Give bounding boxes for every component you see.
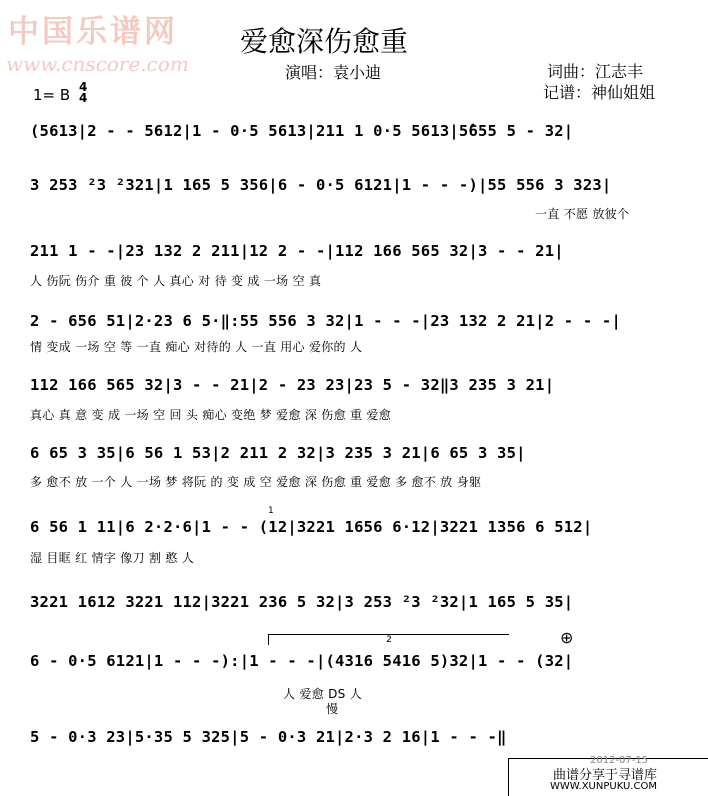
footer-site-url: WWW.XUNPUKU.COM bbox=[550, 781, 657, 792]
lyric-line-4: 情 变成 一场 空 等 一直 痴心 对待的 人 一直 用心 爱你的 人 bbox=[30, 340, 363, 354]
lyric-line-6: 多 愈不 放 一个 人 一场 梦 将阮 的 变 成 空 爱愈 深 伤愈 重 爱愈 多 愈不 放 身躯 bbox=[30, 475, 482, 489]
time-denominator: 4 bbox=[79, 91, 88, 105]
lyric-line-3: 人 伤阮 伤介 重 彼 个 人 真心 对 待 变 成 一场 空 真 bbox=[30, 274, 322, 288]
score-line-5: 112 166 565 32|3 - - 21|2 - 23 23|23 5 - 32‖3 235 3 21| bbox=[30, 376, 555, 394]
footer-date: 2012-07-15 bbox=[590, 755, 649, 766]
score-line-2: 3 253 ²3 ²321|1 165 5 356|6 - 0·5 6121|1 - - -)|55 556 3 323| bbox=[30, 176, 612, 194]
singer: 演唱：袁小迪 bbox=[285, 63, 382, 82]
time-signature bbox=[79, 82, 87, 104]
coda-sign: ⊕ bbox=[560, 628, 574, 647]
score-line-8: 3221 1612 3221 112|3221 236 5 32|3 253 ²3 ²32|1 165 5 35| bbox=[30, 593, 574, 611]
composer: 词曲：江志丰 bbox=[547, 62, 644, 81]
lyric-line-9-tempo: 慢 bbox=[326, 702, 339, 716]
score-line-3: 211 1 - -|23 132 2 211|12 2 - -|112 166 565 32|3 - - 21| bbox=[30, 242, 564, 260]
score-line-6: 6 65 3 35|6 56 1 53|2 211 2 32|3 235 3 21|6 65 3 35| bbox=[30, 444, 526, 462]
score-line-4: 2 - 656 51|2·23 6 5·‖:55 556 3 32|1 - - -|23 132 2 21|2 - - -| bbox=[30, 312, 621, 330]
time-numerator: 4 bbox=[79, 80, 88, 94]
transcriber: 记谱：神仙姐姐 bbox=[543, 83, 656, 102]
volta-bracket bbox=[268, 634, 509, 645]
volta-ending-1: 1 bbox=[268, 506, 274, 516]
volta-ending-2: 2 bbox=[386, 635, 392, 645]
lyric-line-9: 人 爱愈 DS 人 bbox=[283, 687, 363, 701]
song-title: 爱愈深伤愈重 bbox=[240, 25, 409, 58]
score-line-10: 5 - 0·3 23|5·35 5 325|5 - 0·3 21|2·3 2 16|1 - - -‖ bbox=[30, 728, 507, 746]
score-line-7: 6 56 1 11|6 2·2·6|1 - - (12|3221 1656 6·12|3221 1356 6 512| bbox=[30, 518, 593, 536]
score-line-9: 6 - 0·5 6121|1 - - -):|1 - - -|(4316 5416 5)32|1 - - (32| bbox=[30, 652, 574, 670]
watermark-url: www.cnscore.com bbox=[6, 52, 189, 76]
watermark-site-name: 中国乐谱网 bbox=[8, 14, 178, 50]
lyric-line-5: 真心 真 意 变 成 一场 空 回 头 痴心 变绝 梦 爱愈 深 伤愈 重 爱愈 bbox=[30, 408, 392, 422]
key-signature: 1= B bbox=[33, 86, 71, 104]
footer-site-name: 曲谱分享于寻谱库 bbox=[553, 768, 658, 783]
lyric-line-7: 湿 目眶 红 情字 像刀 割 憨 人 bbox=[30, 551, 195, 565]
lyric-line-2: 一直 不愿 放彼个 bbox=[535, 207, 630, 221]
score-line-1: (5613|2 - - 5612|1 - 0·5 5613|211 1 0·5 5613|5̂655 5 - 32| bbox=[30, 122, 574, 140]
